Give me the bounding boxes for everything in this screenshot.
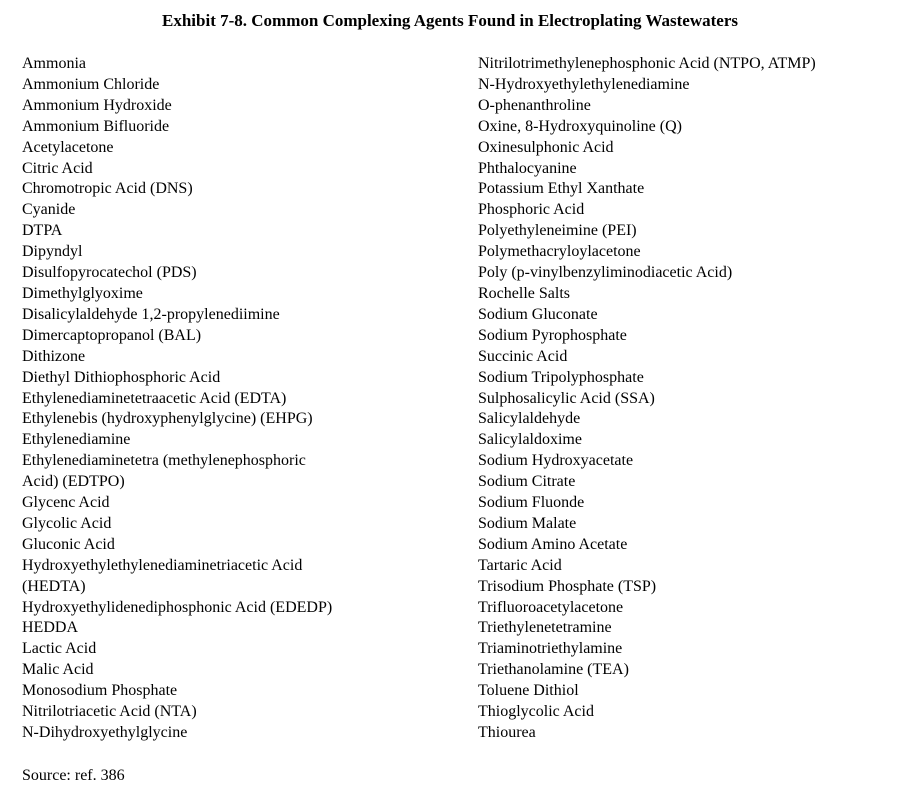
- agent-list-item: Dimethylglyoxime: [22, 284, 143, 302]
- agent-list-item: Sodium Pyrophosphate: [478, 326, 627, 344]
- agent-list-item: Oxine, 8-Hydroxyquinoline (Q): [478, 117, 682, 135]
- agent-list-item: Polyethyleneimine (PEI): [478, 222, 637, 240]
- agent-list-item: Chromotropic Acid (DNS): [22, 180, 193, 198]
- agent-list-item: Ethylenediaminetetra (methylenephosphoric: [22, 452, 306, 470]
- source-note: Source: ref. 386: [22, 767, 125, 784]
- agent-list-item: Acid) (EDTPO): [22, 473, 125, 491]
- agent-list-item: Succinic Acid: [478, 347, 568, 365]
- agent-list-item: Disalicylaldehyde 1,2-propylenediimine: [22, 305, 280, 323]
- agent-list-item: Tartaric Acid: [478, 556, 562, 574]
- agent-list-item: O-phenanthroline: [478, 96, 591, 114]
- agent-list-item: Trisodium Phosphate (TSP): [478, 577, 657, 595]
- agent-list-item: Potassium Ethyl Xanthate: [478, 180, 645, 198]
- agent-list-item: Glycenc Acid: [22, 494, 110, 512]
- agent-list-item: Sodium Gluconate: [478, 305, 598, 323]
- agent-list-item: N-Dihydroxyethylglycine: [22, 724, 188, 741]
- agent-list-item: Nitrilotrimethylenephosphonic Acid (NTPO, ATMP): [478, 55, 816, 72]
- agent-list-item: Thiourea: [478, 724, 536, 741]
- agent-list-item: Citric Acid: [22, 159, 93, 177]
- agent-list-item: Triaminotriethylamine: [478, 640, 623, 658]
- agent-list-item: Trifluoroacetylacetone: [478, 598, 624, 616]
- agent-list-item: Lactic Acid: [22, 640, 97, 658]
- exhibit-title: Exhibit 7-8. Common Complexing Agents Found in Electroplating Wastewaters: [162, 11, 738, 30]
- agent-list-item: Salicylaldehyde: [478, 410, 581, 428]
- right-agent-list: [478, 54, 816, 744]
- agent-list-item: Sodium Fluonde: [478, 494, 585, 512]
- agent-list-item: Cyanide: [22, 201, 76, 219]
- agent-list-item: Toluene Dithiol: [478, 682, 579, 700]
- agent-list-item: Rochelle Salts: [478, 284, 570, 302]
- agent-list-item: Sodium Amino Acetate: [478, 535, 628, 553]
- left-agent-list: [22, 54, 332, 744]
- agent-list-item: (HEDTA): [22, 577, 86, 595]
- agent-list-item: Monosodium Phosphate: [22, 682, 178, 700]
- agent-list-item: Hydroxyethylidenediphosphonic Acid (EDEDP): [22, 598, 333, 616]
- agent-list-item: Poly (p-vinylbenzyliminodiacetic Acid): [478, 264, 733, 282]
- agent-list-item: Glycolic Acid: [22, 514, 112, 532]
- agent-list-item: Nitrilotriacetic Acid (NTA): [22, 703, 197, 721]
- agent-list-item: Thioglycolic Acid: [478, 703, 594, 721]
- agent-list-item: Ethylenediamine: [22, 431, 131, 449]
- agent-list-item: Hydroxyethylethylenediaminetriacetic Acid: [22, 556, 303, 574]
- agent-list-item: Ethylenediaminetetraacetic Acid (EDTA): [22, 389, 287, 407]
- agent-list-item: Ethylenebis (hydroxyphenylglycine) (EHPG): [22, 410, 313, 428]
- agent-list-item: Phthalocyanine: [478, 159, 577, 177]
- agent-list-item: Malic Acid: [22, 661, 94, 679]
- agent-list-item: Phosphoric Acid: [478, 201, 585, 219]
- agent-list-item: DTPA: [22, 222, 63, 240]
- agent-list-item: Sodium Tripolyphosphate: [478, 368, 644, 386]
- agent-list-item: Dimercaptopropanol (BAL): [22, 326, 202, 344]
- agent-list-item: N-Hydroxyethylethylenediamine: [478, 75, 690, 93]
- agent-list-item: Acetylacetone: [22, 138, 114, 156]
- agent-list-item: Polymethacryloylacetone: [478, 243, 641, 261]
- agent-list-item: Sodium Citrate: [478, 473, 576, 491]
- agent-list-item: Sulphosalicylic Acid (SSA): [478, 389, 655, 407]
- agent-list-item: Ammonium Chloride: [22, 75, 160, 93]
- agent-list-item: Salicylaldoxime: [478, 431, 582, 449]
- agent-list-item: Triethylenetetramine: [478, 619, 612, 637]
- agent-list-item: Ammonium Hydroxide: [22, 96, 172, 114]
- agent-list-item: Sodium Hydroxyacetate: [478, 452, 634, 470]
- agent-list-item: Ammonium Bifluoride: [22, 117, 170, 135]
- agent-list-item: Gluconic Acid: [22, 535, 115, 553]
- agent-list-item: Ammonia: [22, 55, 86, 72]
- agent-list-item: Disulfopyrocatechol (PDS): [22, 264, 197, 282]
- agent-list-item: Oxinesulphonic Acid: [478, 138, 614, 156]
- agent-list-item: Dithizone: [22, 347, 86, 365]
- agent-list-item: Triethanolamine (TEA): [478, 661, 629, 679]
- agent-list-item: Dipyndyl: [22, 243, 83, 261]
- agent-list-item: HEDDA: [22, 619, 78, 637]
- agent-list-item: Diethyl Dithiophosphoric Acid: [22, 368, 221, 386]
- agent-list-item: Sodium Malate: [478, 514, 577, 532]
